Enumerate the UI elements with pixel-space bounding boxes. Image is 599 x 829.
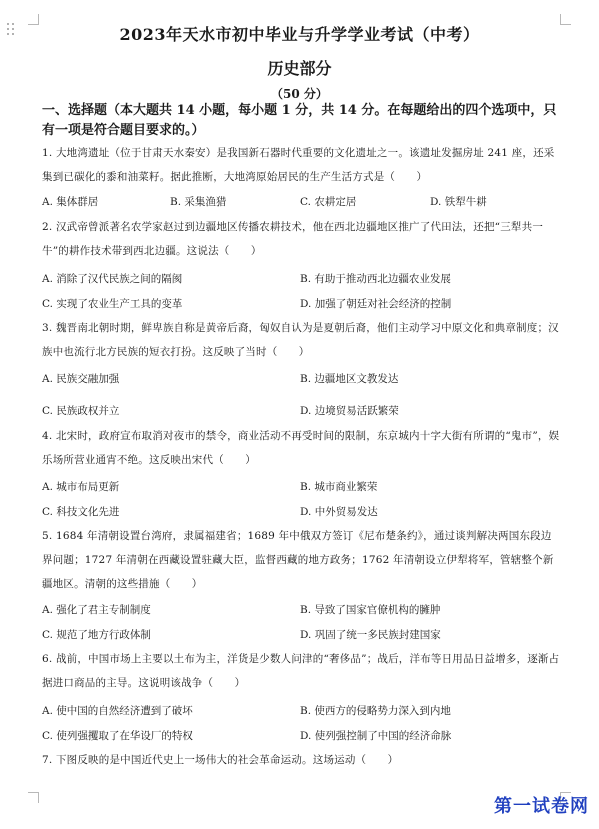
crop-mark-bottom-left [28,792,39,803]
question-4-option-b: B. 城市商业繁荣 [300,481,378,493]
question-2-option-d: D. 加强了朝廷对社会经济的控制 [300,298,452,310]
question-5-stem: 5. 1684 年清朝设置台湾府，隶属福建省；1689 年中俄双方签订《尼布楚条约》，通过谈判解决两国东段边界问题；1727 年清朝在西藏设置驻藏大臣，监督西藏的地方政务；1762 年清朝设立伊犁将军，管辖整个新疆地区。清朝的这些措施（ ） [42,530,554,590]
question-5-option-b: B. 导致了国家官僚机构的臃肿 [300,604,441,616]
question-6-option-b: B. 使西方的侵略势力深入到内地 [300,705,451,717]
question-6-stem: 6. 战前，中国市场上主要以土布为主，洋货是少数人问津的“奢侈品”；战后，洋布等日用品日益增多，逐渐占据进口商品的主导。这说明该战争（ ） [42,653,560,689]
question-3-option-d: D. 边境贸易活跃繁荣 [300,405,399,417]
question-6-option-d: D. 使列强控制了中国的经济命脉 [300,730,452,742]
question-5-option-d: D. 巩固了统一多民族封建国家 [300,629,441,641]
question-2-option-b: B. 有助于推动西北边疆农业发展 [300,273,451,285]
question-1-stem: 1. 大地湾遗址（位于甘肃天水秦安）是我国新石器时代重要的文化遗址之一。该遗址发掘房址 241 座，还采集到已碳化的黍和油菜籽。据此推断，大地湾原始居民的生产生活方式是（ ） [42,147,555,183]
question-2-option-c: C. 实现了农业生产工具的变革 [42,298,183,310]
question-4-option-d: D. 中外贸易发达 [300,506,378,518]
question-6-option-c: C. 使列强攫取了在华设厂的特权 [42,730,193,742]
exam-title: 2023年天水市初中毕业与升学学业考试（中考） [119,25,480,44]
question-7-stem: 7. 下图反映的是中国近代史上一场伟大的社会革命运动。这场运动（ ） [42,754,399,766]
question-6-option-a: A. 使中国的自然经济遭到了破坏 [42,705,193,717]
question-4-stem: 4. 北宋时，政府宣布取消对夜市的禁令，商业活动不再受时间的限制，东京城内十字大街有所谓的“鬼市”，娱乐场所营业通宵不绝。这反映出宋代（ ） [42,430,560,466]
question-2-stem: 2. 汉武帝曾派著名农学家赵过到边疆地区传播农耕技术，他在西北边疆地区推广了代田法，还把“三犁共一牛”的耕作技术带到西北边疆。这说法（ ） [42,221,544,257]
question-5-option-a: A. 强化了君主专制制度 [42,604,151,616]
question-3-option-c: C. 民族政权并立 [42,405,120,417]
question-1-option-a: A. 集体群居 [42,196,99,208]
question-3-option-b: B. 边疆地区文教发达 [300,373,399,385]
total-score: （50 分） [271,87,328,101]
question-1-option-d: D. 铁犁牛耕 [430,196,487,208]
section-heading: 一、选择题（本大题共 14 小题，每小题 1 分，共 14 分。在每题给出的四个选项中，只有一项是符合题目要求的。） [42,103,557,138]
question-3-stem: 3. 魏晋南北朝时期，鲜卑族自称是黄帝后裔，匈奴自认为是夏朝后裔，他们主动学习中原文化和典章制度；汉族中也流行北方民族的短衣打扮。这反映了当时（ ） [42,322,559,358]
question-4-option-a: A. 城市布局更新 [42,481,120,493]
question-1-option-c: C. 农耕定居 [300,196,357,208]
question-3-option-a: A. 民族交融加强 [42,373,120,385]
question-1-option-b: B. 采集渔猎 [170,196,227,208]
site-watermark: 第一试卷网 [494,796,589,817]
subject-title: 历史部分 [267,59,332,78]
question-5-option-c: C. 规范了地方行政体制 [42,629,151,641]
question-4-option-c: C. 科技文化先进 [42,506,120,518]
question-2-option-a: A. 消除了汉代民族之间的隔阂 [42,273,183,285]
